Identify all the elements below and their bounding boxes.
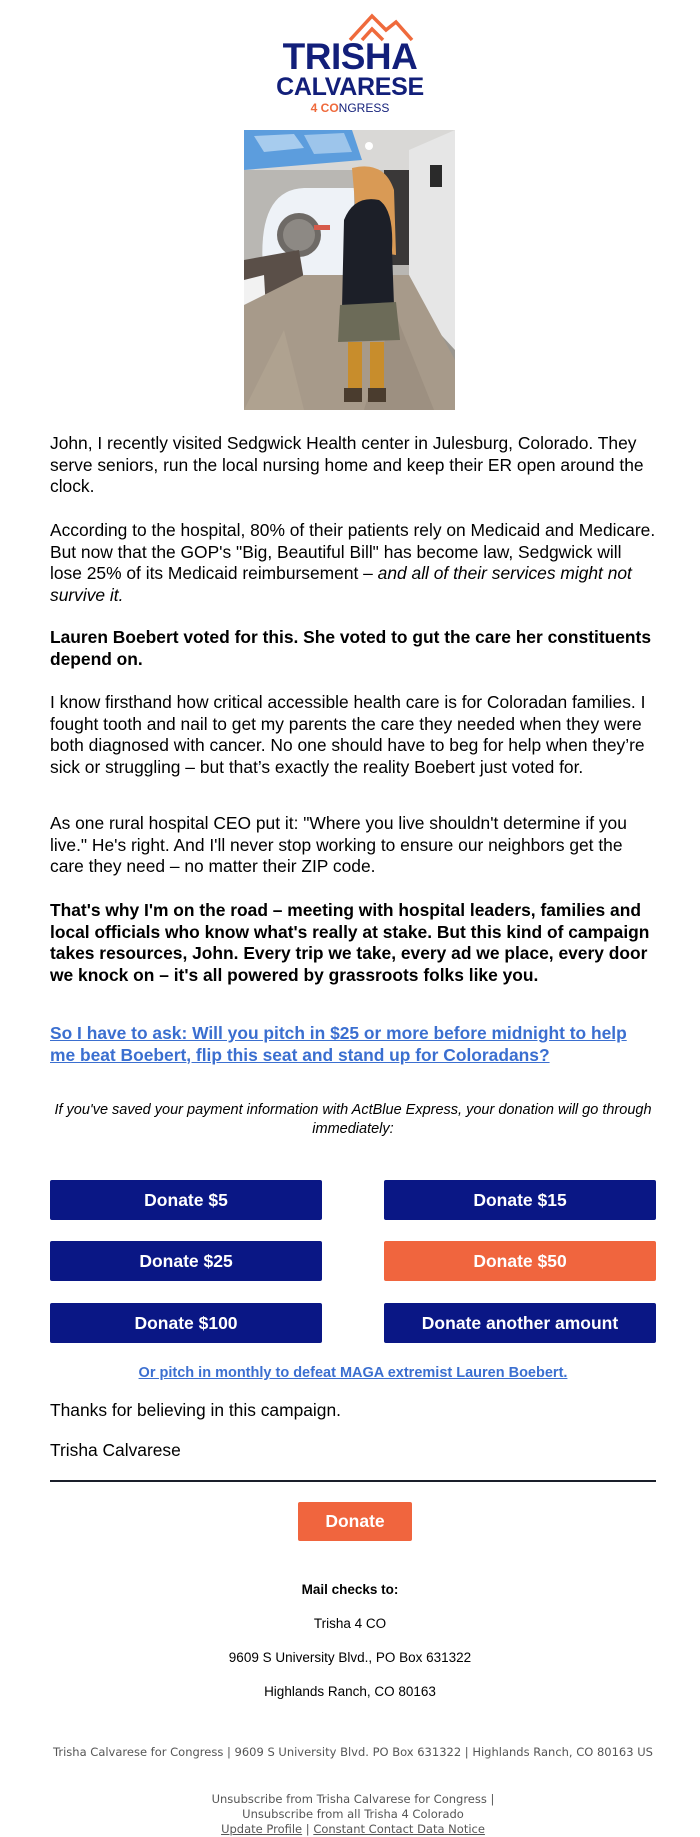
- mail-address-line1: 9609 S University Blvd., PO Box 631322: [228, 1650, 472, 1665]
- unsubscribe-all-link[interactable]: Unsubscribe from all Trisha 4 Colorado: [242, 1807, 464, 1821]
- signature: Trisha Calvarese: [50, 1440, 181, 1460]
- ceo-quote-paragraph: As one rural hospital CEO put it: "Where you live shouldn't determine if you live." He's right. And I'll never stop working to ensure our neighbors get the care they need – no matter their ZIP code.: [50, 813, 627, 876]
- boebert-vote-paragraph: Lauren Boebert voted for this. She voted to gut the care her constituents depend on.: [50, 627, 652, 669]
- update-profile-link[interactable]: Update Profile: [221, 1822, 303, 1836]
- footer-links: [50, 1792, 656, 1837]
- intro-paragraph: John, I recently visited Sedgwick Health center in Julesburg, Colorado. They serve seniors, run the local nursing home and keep their ER open around the clock.: [50, 433, 644, 496]
- unsubscribe-org-link[interactable]: Unsubscribe from Trisha Calvarese for Congress |: [211, 1792, 495, 1806]
- donate-button[interactable]: Donate: [298, 1502, 412, 1541]
- logo-tagline: 4 CONGRESS: [310, 101, 390, 115]
- logo-last-name: CALVARESE: [276, 73, 424, 101]
- actblue-express-note: If you've saved your payment information with ActBlue Express, your donation will go through immediately:: [54, 1102, 652, 1137]
- divider: [50, 1480, 656, 1482]
- donate-other-amount-button[interactable]: Donate another amount: [384, 1303, 656, 1343]
- hospital-visit-photo: [244, 130, 455, 410]
- donate-15-button[interactable]: Donate $15: [384, 1180, 656, 1220]
- medicaid-paragraph: According to the hospital, 80% of their patients rely on Medicaid and Medicare. But now that the GOP's "Big, Beautiful Bill" has become law, Sedgwick will lose 25% of its Medicaid reimbursement – and all of their services might not survive it.: [50, 520, 656, 605]
- photo-illustration: [244, 130, 455, 410]
- footer-profile-row: [50, 1822, 656, 1837]
- personal-story-paragraph: I know firsthand how critical accessible health care is for Coloradan families. I fought tooth and nail to get my parents the care they needed when they were both diagnosed with cancer. No one should have to beg for help when they’re sick or struggling – but that’s exactly the reality Boebert just voted for.: [50, 692, 646, 777]
- grassroots-paragraph: That's why I'm on the road – meeting with hospital leaders, families and local officials who know what's really at stake. But this kind of campaign takes resources, John. Every trip we take, every ad we place, every door we knock on – it's all powered by grassroots folks like you.: [50, 900, 650, 985]
- thanks-text: Thanks for believing in this campaign.: [50, 1400, 341, 1420]
- donation-ask-link[interactable]: So I have to ask: Will you pitch in $25 or more before midnight to help me beat Boebert, flip this seat and stand up for Coloradans?: [50, 1023, 627, 1065]
- donate-5-button[interactable]: Donate $5: [50, 1180, 322, 1220]
- donate-100-button[interactable]: Donate $100: [50, 1303, 322, 1343]
- donate-50-button[interactable]: Donate $50: [384, 1241, 656, 1281]
- mail-checks-heading: Mail checks to:: [301, 1582, 399, 1597]
- monthly-donation-link[interactable]: Or pitch in monthly to defeat MAGA extremist Lauren Boebert.: [138, 1365, 568, 1381]
- data-notice-link[interactable]: Constant Contact Data Notice: [313, 1822, 485, 1836]
- mail-address-line2: Highlands Ranch, CO 80163: [264, 1684, 436, 1699]
- campaign-logo: [250, 8, 450, 114]
- mail-recipient: Trisha 4 CO: [313, 1616, 387, 1631]
- logo-first-name: TRISHA: [282, 36, 418, 77]
- donate-25-button[interactable]: Donate $25: [50, 1241, 322, 1281]
- footer-separator: |: [302, 1822, 314, 1836]
- footer-org-address: Trisha Calvarese for Congress | 9609 S University Blvd. PO Box 631322 | Highlands Ranch, CO 80163 US: [53, 1745, 653, 1759]
